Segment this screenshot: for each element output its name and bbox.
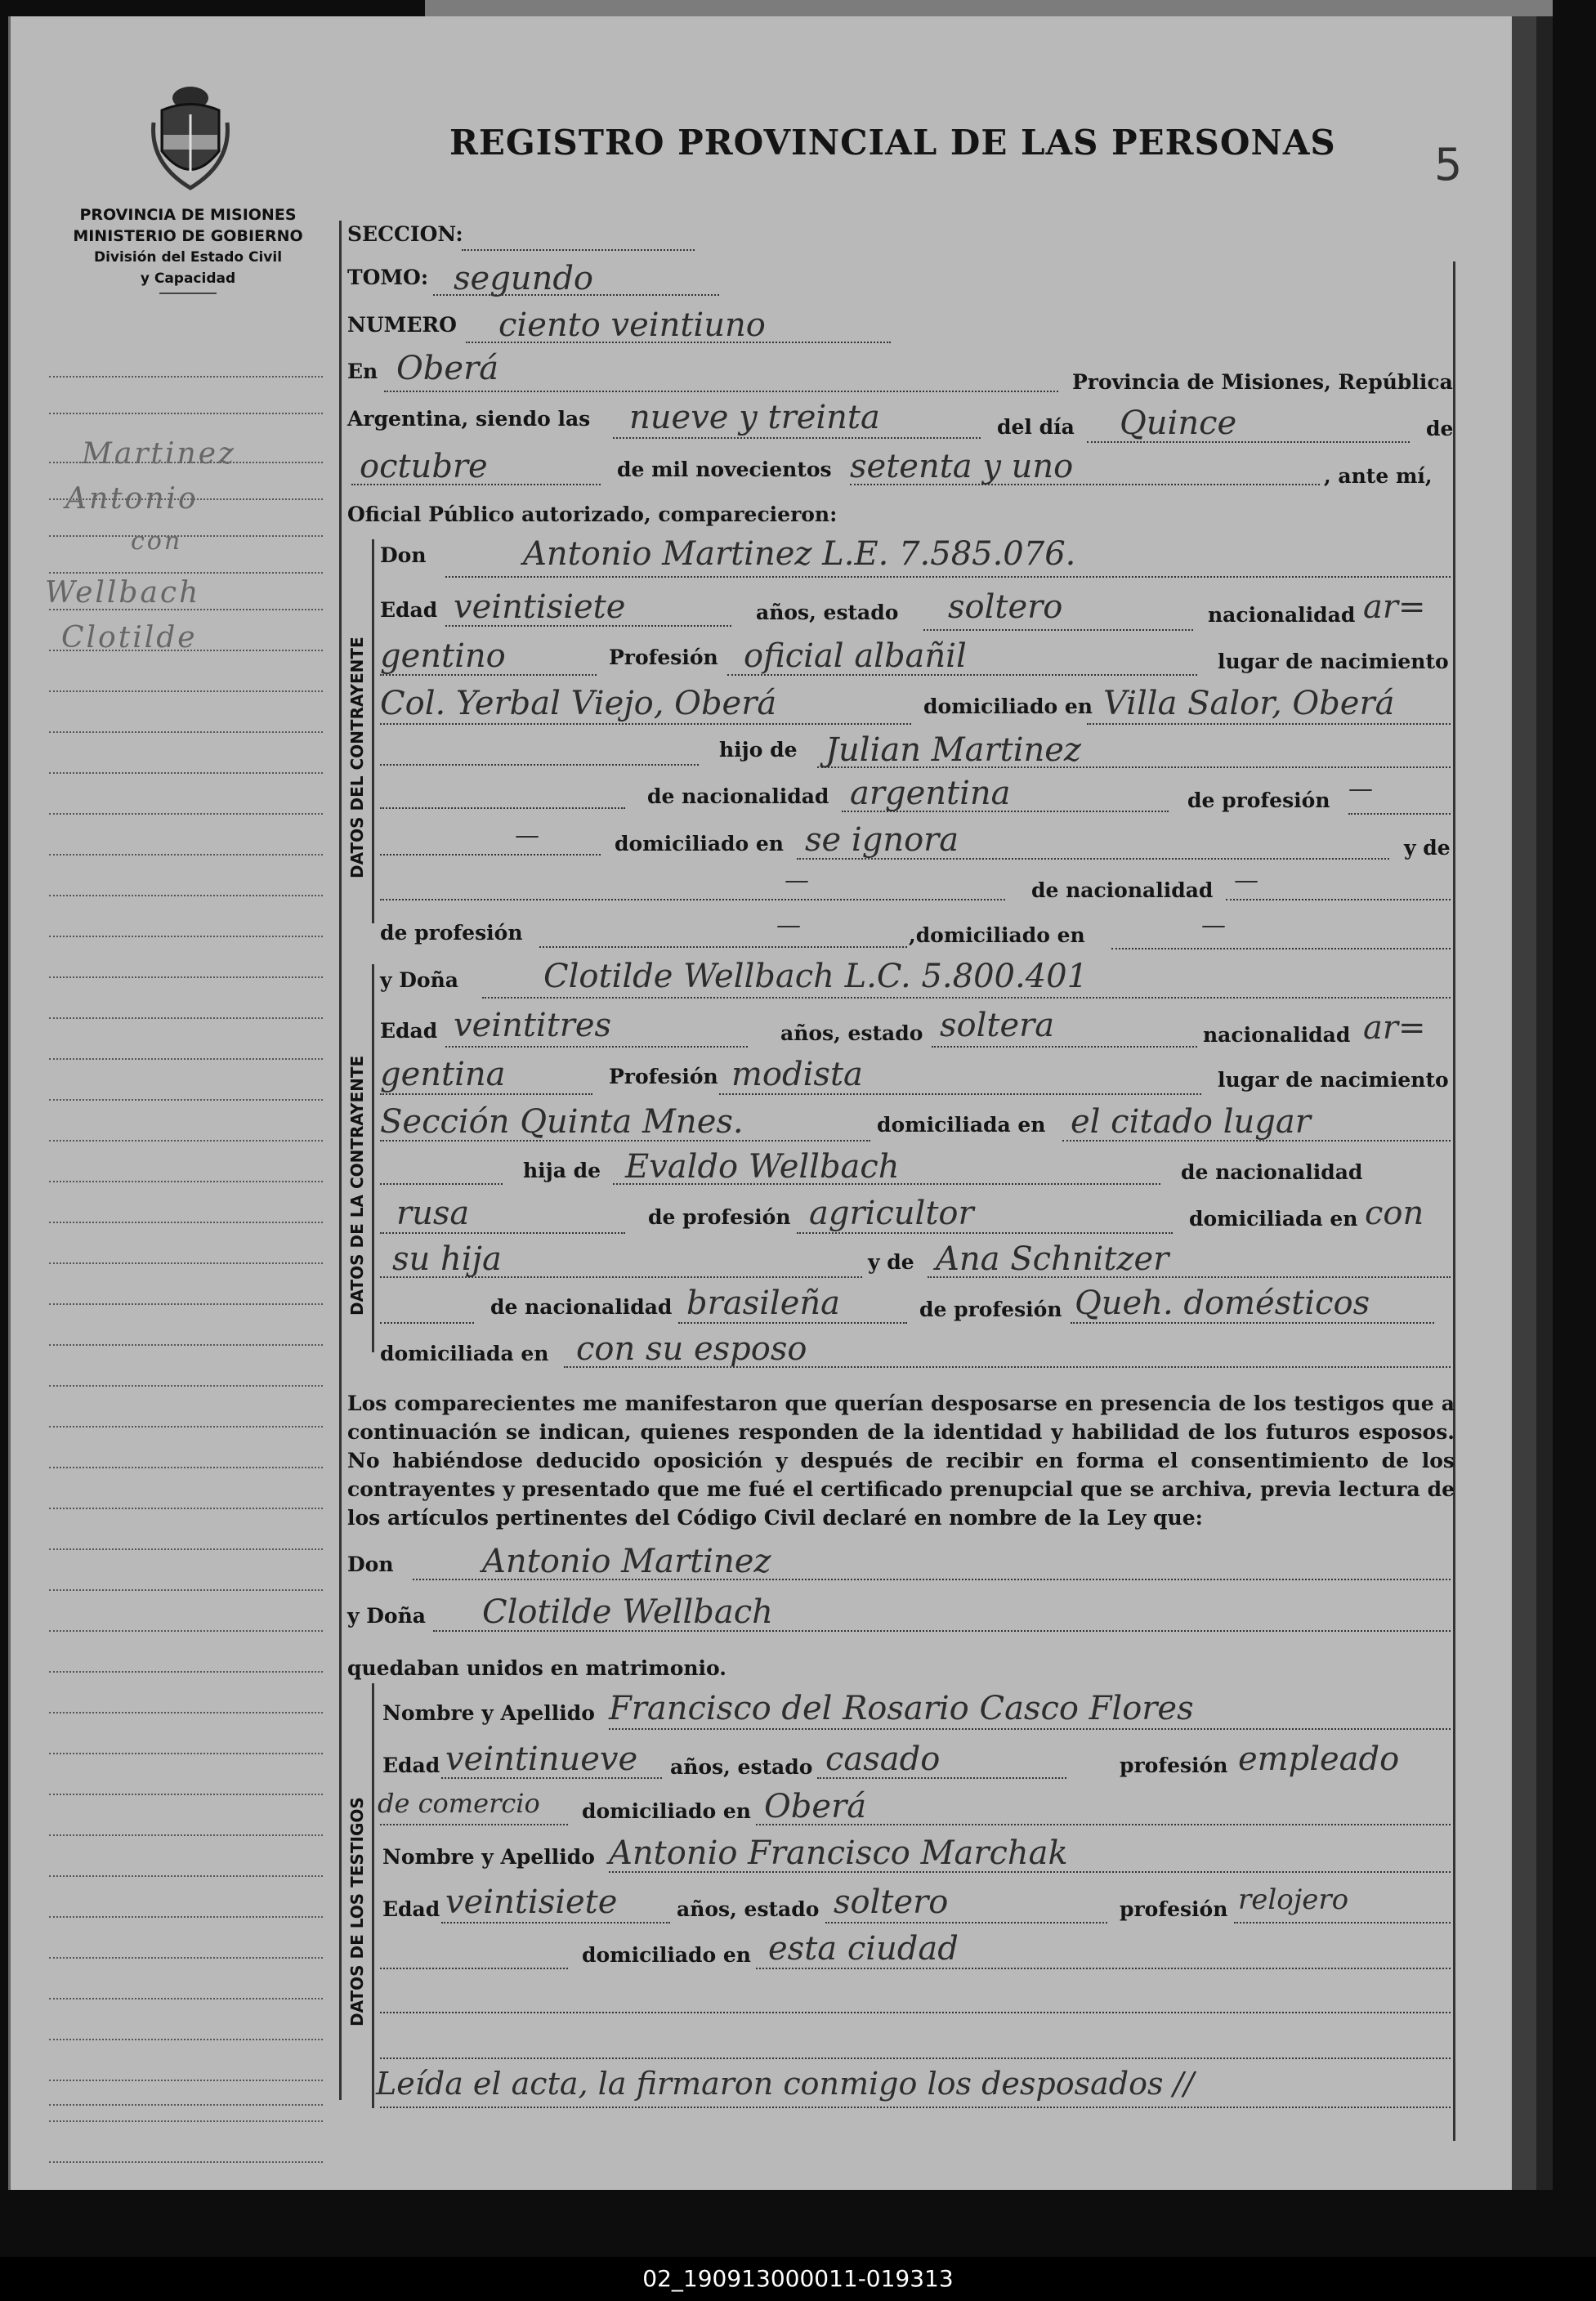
t1-anios-label: años, estado [670, 1755, 813, 1779]
contrayenta-edad: veintitres [454, 1007, 612, 1044]
contrayenta-nac-label: nacionalidad [1203, 1023, 1351, 1047]
margin-line [49, 2080, 323, 2081]
contrayenta-padre-nac-label: de nacionalidad [1181, 1160, 1363, 1184]
contrayente-bracket [372, 539, 374, 923]
contrayente-nacionalidad-b: gentino [380, 637, 506, 675]
margin-line [49, 690, 323, 692]
margin-line [49, 2039, 323, 2040]
margin-line [49, 2161, 323, 2163]
contrayenta-anios-label: años, estado [780, 1021, 923, 1045]
contrayente-domicilio: Villa Salor, Oberá [1103, 685, 1395, 722]
margin-line [49, 2104, 323, 2106]
contrayenta-estado: soltera [940, 1007, 1055, 1044]
margin-line [49, 854, 323, 856]
contrayenta-section-label: DATOS DE LA CONTRAYENTE [347, 1055, 367, 1316]
argentina-label: Argentina, siendo las [347, 407, 591, 431]
margin-line [49, 813, 323, 815]
del-dia-label: del día [997, 415, 1075, 439]
contrayenta-nacionalidad-b: gentina [380, 1056, 506, 1093]
margin-line [49, 1058, 323, 1060]
madre-name: — [785, 866, 809, 895]
margin-line [49, 1875, 323, 1877]
margin-line [49, 1916, 323, 1918]
contrayenta-padre-prof: agricultor [809, 1195, 974, 1232]
margin-line [49, 1548, 323, 1550]
margin-line [49, 1222, 323, 1223]
mil-label: de mil novecientos [617, 458, 832, 481]
margin-line [49, 1344, 323, 1346]
t2-edad: veintisiete [445, 1883, 618, 1921]
blank-line-7 [380, 2012, 1451, 2013]
book-spine-shadow [1536, 16, 1553, 2190]
contrayente-anios-label: años, estado [756, 601, 899, 624]
t1-profesion-a: empleado [1238, 1740, 1400, 1778]
contrayenta-madre: Ana Schnitzer [936, 1240, 1169, 1278]
contrayenta-nac-line [380, 1093, 592, 1095]
margin-line [49, 413, 323, 414]
margin-line [49, 731, 323, 733]
blank-line-5 [380, 1322, 474, 1324]
contrayenta-padre: Evaldo Wellbach [625, 1148, 900, 1186]
page-title: REGISTRO PROVINCIAL DE LAS PERSONAS [449, 123, 1336, 163]
t1-prof-label: profesión [1120, 1754, 1228, 1777]
top-edge [425, 0, 1553, 18]
contrayenta-profesion: modista [731, 1056, 863, 1093]
anio-line [850, 484, 1320, 485]
dia-value: Quince [1120, 404, 1237, 442]
contrayenta-edad-line [445, 1046, 748, 1048]
margin-line [49, 1181, 323, 1182]
margin-line [49, 535, 323, 537]
blank-line-3 [380, 854, 601, 856]
declaration-text: Los comparecientes me manifestaron que querían desposarse en presencia de los testigos que a continuación se indican, quienes responden de la identidad y habilidad de los futuros esposos. No habiéndose deducido oposición y después de recibir en forma el consentimiento de los contrayentes y presentado que me fué el certificado prenupcial que se archiva, previa lectura de los artículos pertinentes del Código Civil declaré en nombre de la Ley que: [347, 1392, 1455, 1530]
margin-line [49, 1630, 323, 1632]
contrayenta-prof-label: Profesión [609, 1065, 718, 1088]
padre-line [817, 766, 1451, 768]
contrayenta-madre-dom-line [564, 1366, 1451, 1368]
margin-line [49, 1017, 323, 1019]
contrayenta-dom-label: domiciliada en [877, 1113, 1046, 1137]
en-line [384, 391, 1058, 392]
contrayenta-name-line [482, 997, 1451, 999]
margin-line [49, 1508, 323, 1509]
org-line-1: PROVINCIA DE MISIONES [79, 206, 297, 224]
margin-line [49, 1140, 323, 1142]
t2-edad-line [441, 1922, 670, 1923]
contrayenta-padre-line [613, 1183, 1160, 1185]
madre-line [380, 899, 1005, 900]
contrayenta-padre-prof-line [797, 1232, 1173, 1234]
margin-line [49, 1712, 323, 1713]
margin-note-surname-2: Wellbach [45, 576, 201, 610]
padre-nacionalidad: argentina [850, 775, 1011, 812]
numero-value: ciento veintiuno [498, 306, 766, 344]
contrayente-prof-line [727, 674, 1197, 676]
contrayenta-madre-prof: Queh. domésticos [1075, 1285, 1370, 1322]
org-line-4: y Capacidad [140, 270, 236, 287]
margin-line [49, 976, 323, 978]
madre-nacionalidad: — [1234, 866, 1258, 895]
margin-line [49, 895, 323, 896]
t2-domicilio: esta ciudad [768, 1930, 959, 1968]
provincia-label: Provincia de Misiones, República [1072, 370, 1453, 394]
margin-line [49, 1099, 323, 1101]
t1-edad-line [441, 1777, 662, 1779]
oficial-label: Oficial Público autorizado, comparecieron: [347, 503, 838, 526]
contrayente-edad-label: Edad [380, 598, 438, 622]
contrayente-nacionalidad-a: ar= [1363, 588, 1426, 626]
contrayenta-padre-dom-b: su hija [392, 1240, 502, 1278]
don-label: Don [380, 543, 427, 567]
contrayenta-madre-prof-line [1071, 1322, 1434, 1324]
anio-value: setenta y uno [850, 448, 1074, 485]
contrayenta-madre-line [928, 1276, 1451, 1278]
margin-note-surname: Martinez [82, 437, 236, 471]
page-number: 5 [1434, 139, 1463, 190]
margin-line [49, 1262, 323, 1264]
contrayente-lugar: Col. Yerbal Viejo, Oberá [380, 685, 777, 722]
t2-dom-label: domiciliado en [582, 1943, 751, 1967]
contrayenta-prof-line [719, 1093, 1201, 1095]
blank-line-4 [380, 1183, 503, 1185]
contrayenta-y-de-label: y de [868, 1250, 914, 1274]
madre-dom-label: ,domiciliado en [909, 923, 1085, 947]
contrayente-estado: soltero [948, 588, 1063, 626]
blank-line [380, 764, 699, 766]
margin-line [49, 1467, 323, 1468]
tomo-value: segundo [454, 260, 594, 297]
numero-line [466, 342, 891, 343]
union-dona-name: Clotilde Wellbach [482, 1593, 773, 1631]
contrayenta-name: Clotilde Wellbach L.C. 5.800.401 [543, 958, 1089, 995]
contrayente-lugar-line [380, 723, 911, 725]
tomo-line [433, 294, 719, 296]
padre-nac-label: de nacionalidad [647, 784, 829, 808]
hija-label: hija de [523, 1159, 601, 1182]
contrayenta-dom-line [1062, 1140, 1451, 1142]
contrayente-profesion: oficial albañil [744, 637, 967, 675]
hora-value: nueve y treinta [629, 399, 880, 436]
mes-value: octubre [360, 448, 488, 485]
contrayente-dom-label: domiciliado en [923, 695, 1093, 718]
contrayenta-lugar-line [380, 1140, 870, 1142]
margin-note-name-2: Clotilde [61, 621, 198, 655]
blank-line-8 [380, 2057, 1451, 2059]
t2-nombre: Antonio Francisco Marchak [609, 1834, 1068, 1872]
madre-prof-line [539, 946, 907, 948]
coat-of-arms-icon [145, 74, 235, 192]
contrayenta-padre-nac-line [380, 1232, 625, 1234]
padre-prof-label: de profesión [1187, 789, 1330, 812]
contrayenta-padre-nac: rusa [396, 1195, 470, 1232]
padre-nac-line [842, 811, 1169, 812]
margin-line [49, 2120, 323, 2122]
t1-estado-line [817, 1777, 1066, 1779]
padre-prof-line [1348, 813, 1451, 815]
margin-line [49, 1753, 323, 1754]
t1-profesion-b: de comercio [378, 1788, 540, 1819]
margin-line [49, 1998, 323, 1999]
contrayenta-padre-dom-label: domiciliada en [1189, 1207, 1358, 1231]
tomo-label: TOMO: [347, 266, 429, 289]
t2-prof-line [1234, 1922, 1451, 1923]
margin-line [49, 1834, 323, 1836]
closing-line [380, 2107, 1451, 2108]
contrayenta-madre-prof-label: de profesión [919, 1298, 1062, 1321]
blank-line-6 [380, 1968, 568, 1969]
margin-line [49, 1957, 323, 1959]
y-de-label: y de [1404, 836, 1451, 860]
t1-edad: veintinueve [445, 1740, 638, 1778]
padre-dom-label: domiciliado en [615, 832, 784, 856]
union-don-line [413, 1579, 1451, 1580]
contrayenta-domicilio: el citado lugar [1071, 1103, 1311, 1141]
contrayenta-nacionalidad-a: ar= [1363, 1009, 1426, 1047]
padre-dom-pre: — [515, 821, 539, 850]
ante-label: , ante mí, [1324, 464, 1433, 488]
contrayenta-madre-nac: brasileña [686, 1285, 840, 1322]
t2-estado-line [825, 1922, 1107, 1923]
contrayente-edad-line [445, 625, 731, 627]
margin-line [49, 572, 323, 574]
margin-divider [339, 221, 342, 2100]
contrayenta-madre-nac-line [678, 1322, 907, 1324]
padre-dom-line [797, 858, 1389, 860]
madre-nac-label: de nacionalidad [1031, 878, 1214, 902]
margin-line [49, 1385, 323, 1387]
contrayenta-lugar: Sección Quinta Mnes. [380, 1103, 744, 1141]
t1-edad-label: Edad [382, 1754, 440, 1777]
union-dona-line [433, 1630, 1451, 1632]
padre-domicilio: se ignora [805, 821, 959, 859]
dia-line [1087, 441, 1410, 443]
contrayenta-madre-nac-label: de nacionalidad [490, 1295, 673, 1319]
right-border [1453, 261, 1455, 2141]
padre-profesion: — [1348, 775, 1373, 803]
numero-label: NUMERO [347, 313, 457, 337]
t1-nombre-line [609, 1728, 1451, 1730]
contrayenta-bracket [372, 964, 374, 1352]
margin-line [49, 1671, 323, 1673]
madre-dom-line [1111, 948, 1451, 949]
testigos-section-label: DATOS DE LOS TESTIGOS [347, 1797, 367, 2026]
seccion-line [462, 249, 695, 251]
t2-anios-label: años, estado [677, 1897, 820, 1921]
contrayenta-padre-prof-label: de profesión [648, 1205, 791, 1229]
contrayente-nac-label: nacionalidad [1208, 603, 1356, 627]
t1-nombre: Francisco del Rosario Casco Flores [609, 1690, 1194, 1727]
hijo-label: hijo de [719, 738, 798, 762]
t2-dom-line [756, 1968, 1451, 1969]
margin-line [49, 772, 323, 774]
margin-note-name: Antonio [65, 482, 199, 516]
blank-line-2 [380, 807, 625, 809]
t1-dom-line [756, 1824, 1451, 1825]
issuing-office [41, 204, 335, 294]
image-id-caption: 02_190913000011-019313 [0, 2257, 1596, 2301]
closing-note: Leída el acta, la firmaron conmigo los desposados // [376, 2066, 1195, 2102]
margin-line [49, 936, 323, 937]
contrayente-lugar-label: lugar de nacimiento [1218, 650, 1449, 673]
contrayente-estado-line [923, 629, 1193, 631]
t2-nombre-line [609, 1871, 1451, 1873]
contrayente-edad: veintisiete [454, 588, 626, 626]
t1-prof-line [380, 1824, 568, 1825]
hora-line [613, 437, 981, 439]
dona-label: y Doña [380, 968, 458, 992]
margin-line [49, 1426, 323, 1428]
union-don-name: Antonio Martinez [482, 1543, 771, 1580]
contrayente-section-label: DATOS DEL CONTRAYENTE [347, 637, 367, 878]
seccion-label: SECCION: [347, 222, 463, 246]
de-label: de [1426, 417, 1454, 440]
contrayenta-padre-dom-line [380, 1276, 862, 1278]
contrayente-dom-line [1087, 723, 1451, 725]
contrayenta-lugar-label: lugar de nacimiento [1218, 1068, 1449, 1092]
org-line-3: División del Estado Civil [93, 249, 283, 266]
mes-line [351, 484, 601, 485]
book-spine [1512, 16, 1536, 2190]
en-value: Oberá [396, 350, 499, 387]
union-don-label: Don [347, 1553, 394, 1576]
org-rule [159, 293, 217, 294]
madre-prof-label: de profesión [380, 921, 523, 945]
contrayenta-madre-dom: con su esposo [576, 1330, 807, 1368]
t1-domicilio: Oberá [764, 1788, 867, 1825]
union-dona-label: y Doña [347, 1604, 426, 1628]
t2-edad-label: Edad [382, 1897, 440, 1921]
margin-note-con: con [131, 527, 183, 556]
org-line-2: MINISTERIO DE GOBIERNO [73, 227, 303, 245]
contrayente-name-line [445, 576, 1451, 578]
en-label: En [347, 360, 378, 383]
t1-nombre-label: Nombre y Apellido [382, 1701, 595, 1725]
contrayenta-edad-label: Edad [380, 1019, 438, 1043]
margin-line [49, 1589, 323, 1591]
t2-nombre-label: Nombre y Apellido [382, 1845, 595, 1869]
t2-prof-label: profesión [1120, 1897, 1228, 1921]
contrayente-name: Antonio Martinez L.E. 7.585.076. [523, 535, 1076, 573]
contrayente-prof-label: Profesión [609, 646, 718, 669]
madre-domicilio: — [1201, 911, 1226, 940]
t1-estado: casado [825, 1740, 941, 1778]
testigos-bracket [372, 1683, 374, 2108]
quedaban-label: quedaban unidos en matrimonio. [347, 1656, 726, 1680]
margin-line [49, 1303, 323, 1305]
t1-dom-label: domiciliado en [582, 1799, 751, 1823]
padre-name: Julian Martinez [825, 731, 1082, 769]
madre-nac-line [1226, 899, 1451, 900]
margin-line [49, 1794, 323, 1795]
t2-estado: soltero [834, 1883, 949, 1921]
contrayenta-padre-dom-a: con [1365, 1195, 1424, 1232]
margin-line [49, 376, 323, 378]
contrayente-nac-line [380, 674, 597, 676]
contrayenta-estado-line [932, 1046, 1197, 1048]
madre-profesion: — [776, 911, 801, 940]
contrayenta-madre-dom-label: domiciliada en [380, 1342, 549, 1365]
t2-profesion: relojero [1238, 1883, 1349, 1916]
